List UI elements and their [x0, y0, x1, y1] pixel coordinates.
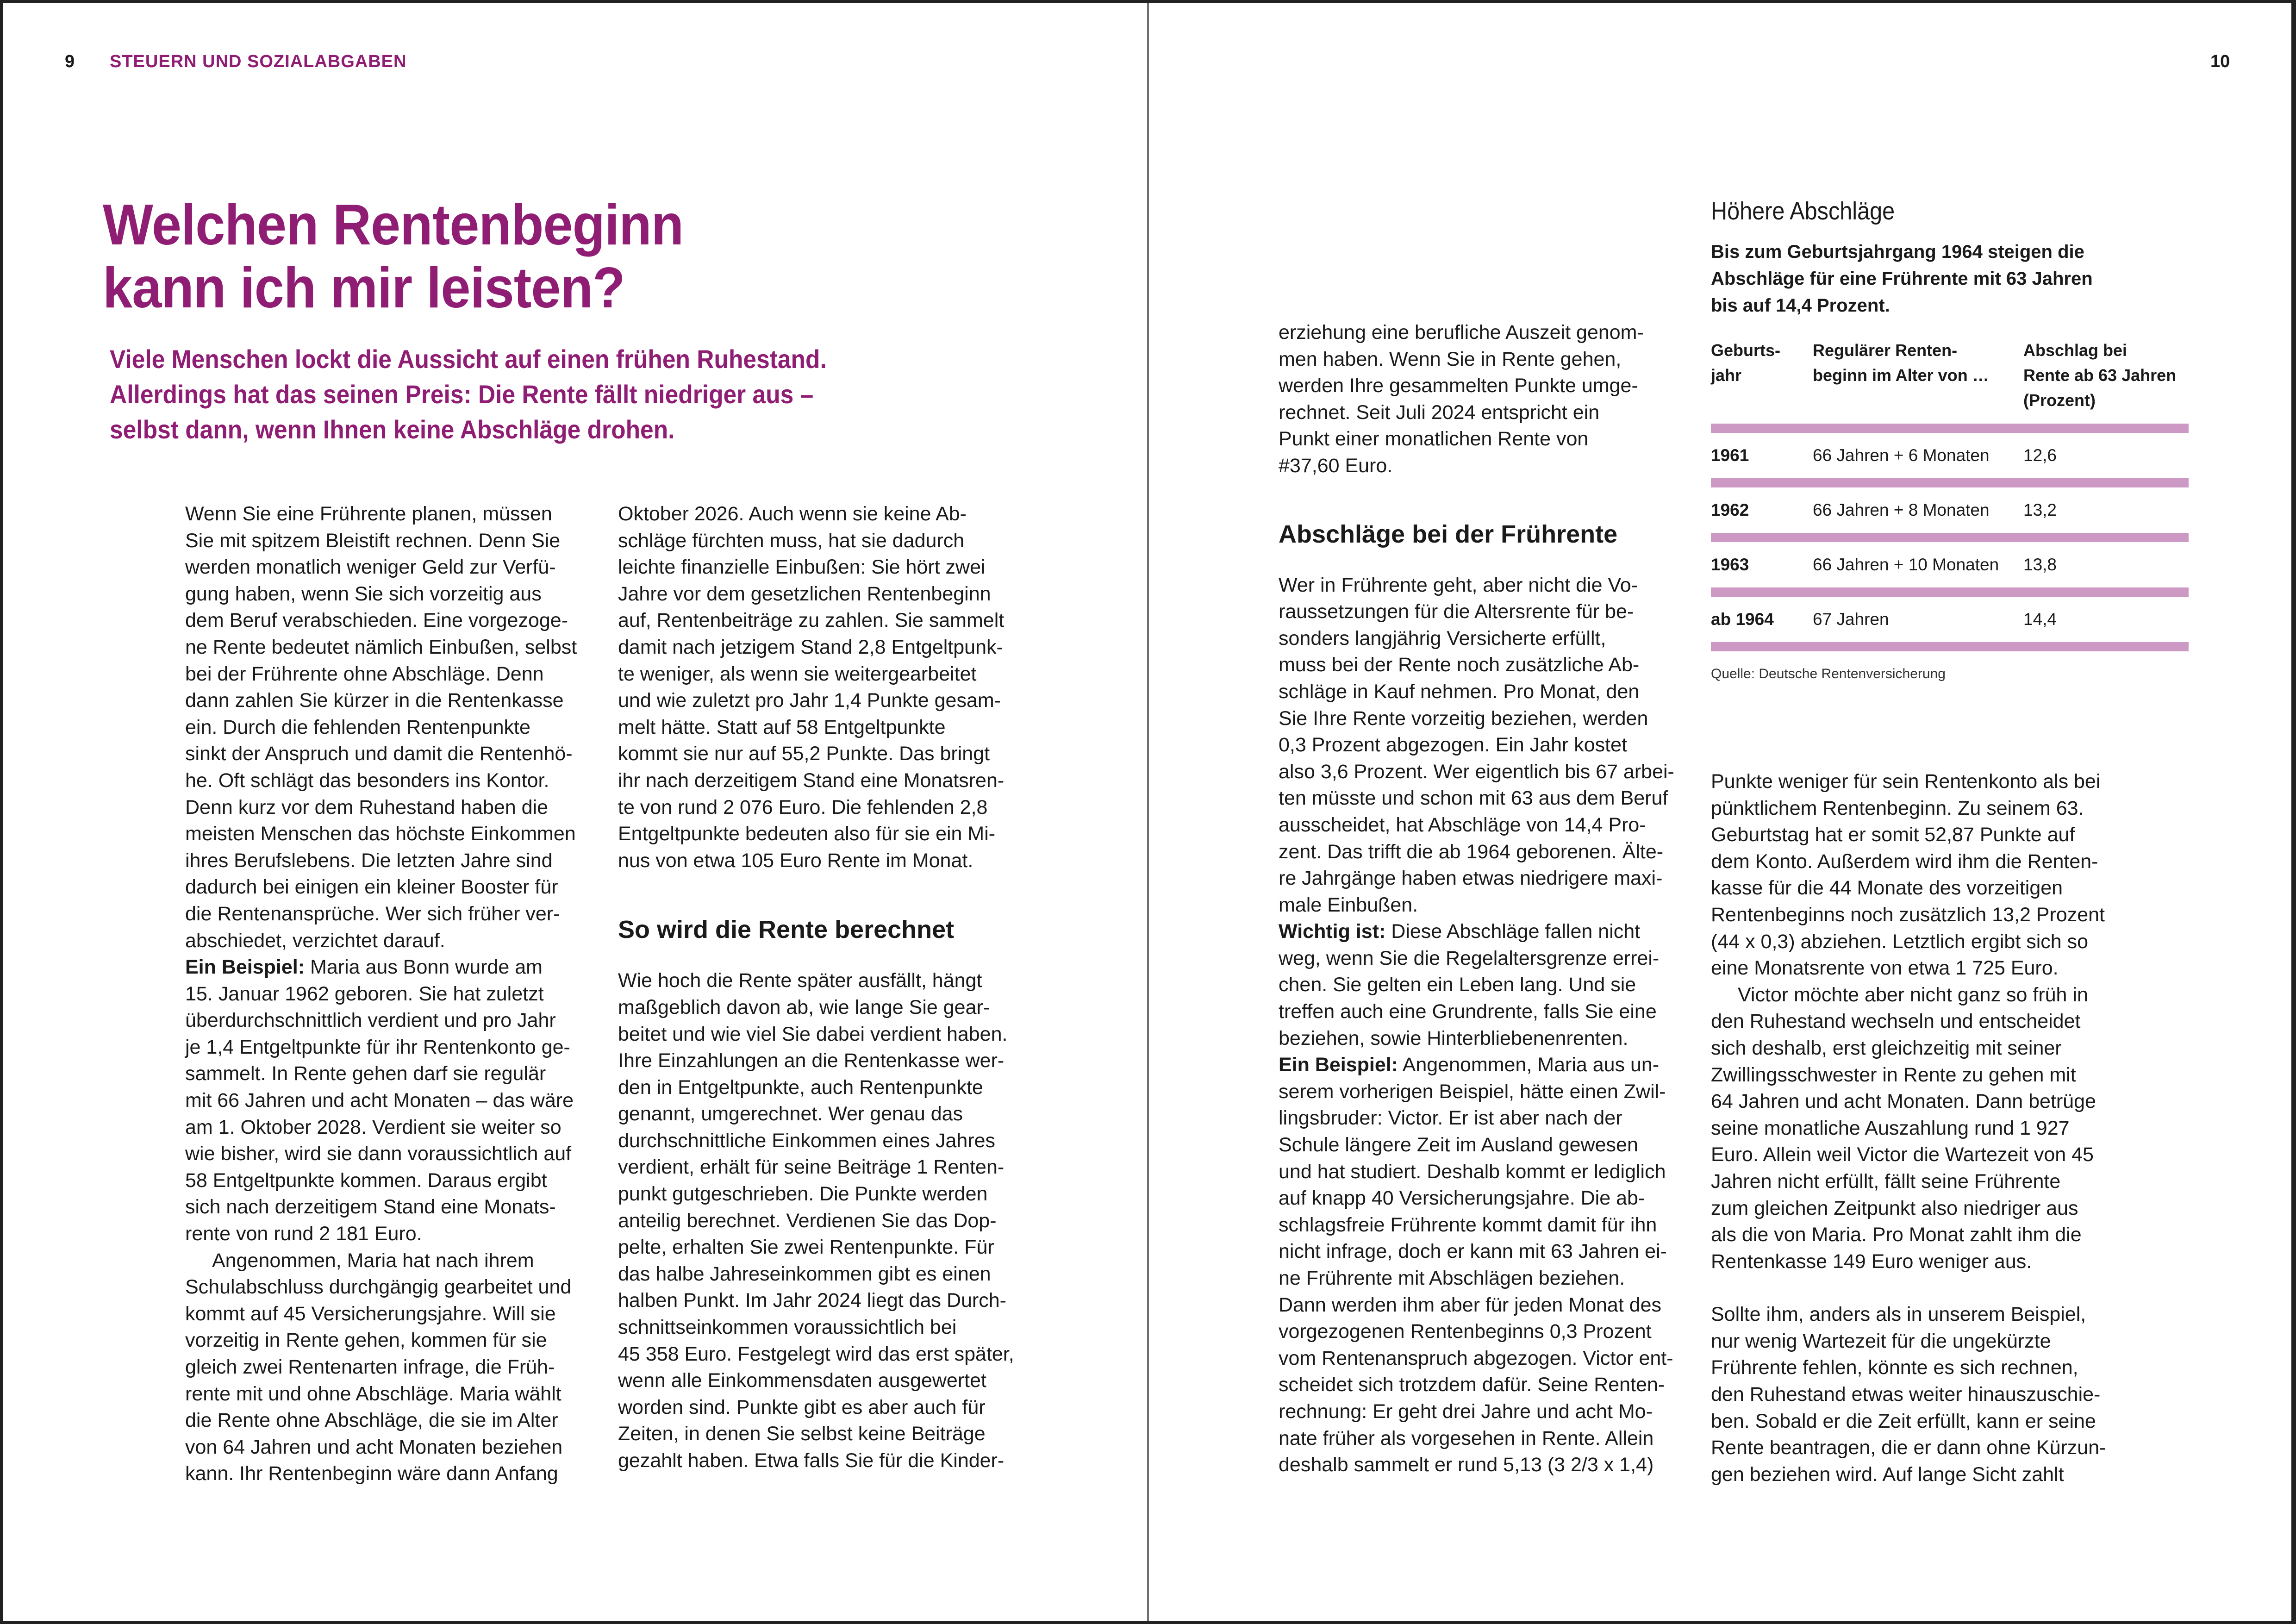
- text-line: 0,3 Prozent abgezogen. Ein Jahr kostet: [1279, 734, 1627, 756]
- header-regular-start: Regulärer Renten- beginn im Alter von …: [1813, 341, 1989, 385]
- table-row: 1961 66 Jahren + 6 Monaten 12,6: [1711, 446, 2057, 465]
- table-divider: [1711, 642, 2189, 651]
- text-line: durchschnittliche Einkommen eines Jahres: [618, 1129, 996, 1152]
- important-paragraph-label: Wichtig ist:: [1279, 920, 1386, 943]
- text-line: worden sind. Punkte gibt es aber auch für: [618, 1396, 986, 1418]
- infobox-intro: [1711, 238, 2220, 319]
- text-line: Victor möchte aber nicht ganz so früh in: [1738, 983, 2088, 1006]
- text-line: 64 Jahren und acht Monaten. Dann betrüge: [1711, 1090, 2096, 1113]
- text-line: das halbe Jahreseinkommen gibt es einen: [618, 1262, 991, 1285]
- text-line: Jahren nicht erfüllt, fällt seine Frührente: [1711, 1170, 2061, 1193]
- text-line: werden Ihre gesammelten Punkte umge-: [1279, 375, 1638, 397]
- text-line: deshalb sammelt er rund 5,13 (3 2/3 x 1,4): [1279, 1454, 1654, 1476]
- text-line: he. Oft schlägt das besonders ins Kontor.: [185, 769, 549, 792]
- text-line: pünktlichem Rentenbeginn. Zu seinem 63.: [1711, 797, 2084, 819]
- text-line: dann zahlen Sie kürzer in die Rentenkasse: [185, 689, 564, 712]
- text-line: verdient, erhält für seine Beiträge 1 Renten-: [618, 1156, 1004, 1179]
- text-line: Schulabschluss durchgängig gearbeitet und: [185, 1276, 572, 1299]
- section-heading: So wird die Rente berechnet: [618, 916, 955, 944]
- text-line: 15. Januar 1962 geboren. Sie hat zuletzt: [185, 982, 544, 1005]
- example-paragraph-label: Ein Beispiel:: [185, 956, 305, 979]
- text-line: Wenn Sie eine Frührente planen, müssen: [185, 503, 552, 525]
- text-line: genannt, umgerechnet. Wer genau das: [618, 1103, 963, 1125]
- lede-line: Viele Menschen lockt die Aussicht auf einen frühen Ruhestand.: [110, 344, 827, 374]
- text-line: damit nach jetzigem Stand 2,8 Entgeltpunk-: [618, 636, 1003, 658]
- text-line: Denn kurz vor dem Ruhestand haben die: [185, 796, 549, 818]
- text-line: Punkt einer monatlichen Rente von: [1279, 428, 1589, 450]
- text-line: nate früher als vorgesehen in Rente. Allein: [1279, 1427, 1654, 1449]
- text-line: Zeiten, in denen Sie selbst keine Beiträge: [618, 1423, 986, 1445]
- text-line: dem Beruf verabschieden. Eine vorgezoge-: [185, 609, 568, 632]
- text-line: wie bisher, wird sie dann voraussichtlich auf: [185, 1143, 572, 1165]
- text-line: vorgezogenen Rentenbeginns 0,3 Prozent: [1279, 1320, 1652, 1343]
- text-line: bei der Frührente ohne Abschläge. Denn: [185, 662, 544, 685]
- text-line: rente mit und ohne Abschläge. Maria wählt: [185, 1382, 562, 1405]
- text-line: Sie Ihre Rente vorzeitig beziehen, werden: [1279, 707, 1648, 730]
- section-heading: Abschläge bei der Frührente: [1279, 520, 1618, 548]
- text-line: muss bei der Rente noch zusätzliche Ab-: [1279, 654, 1640, 676]
- text-line: als die von Maria. Pro Monat zahlt ihm die: [1711, 1224, 2082, 1246]
- text-line: sich nach derzeitigem Stand eine Monats-: [185, 1196, 556, 1218]
- text-line: maßgeblich davon ab, wie lange Sie gear-: [618, 996, 990, 1018]
- text-line: werden monatlich weniger Geld zur Verfü-: [185, 556, 556, 579]
- text-line: auf knapp 40 Versicherungsjahre. Die ab-: [1279, 1187, 1645, 1210]
- text-line: Dann werden ihm aber für jeden Monat des: [1279, 1293, 1662, 1316]
- page-spine-divider: [1147, 0, 1149, 1624]
- text-line: vorzeitig in Rente gehen, kommen für sie: [185, 1329, 547, 1352]
- page-number-right: 10: [2210, 52, 2230, 71]
- text-line: zum gleichen Zeitpunkt also niedriger aus: [1711, 1197, 2078, 1219]
- text-line: punkt gutgeschrieben. Die Punkte werden: [618, 1183, 988, 1206]
- example-paragraph: Ein Beispiel: Maria aus Bonn wurde am: [185, 956, 543, 979]
- text-line: gleich zwei Rentenarten infrage, die Früh-: [185, 1356, 555, 1378]
- text-line: ne Rente bedeutet nämlich Einbußen, selbst: [185, 636, 577, 658]
- text-line: die Rente ohne Abschläge, die sie im Alter: [185, 1409, 558, 1432]
- text-column-1: [185, 501, 593, 1487]
- text-line: Rentenkasse 149 Euro weniger aus.: [1711, 1250, 2032, 1273]
- lede-line: Allerdings hat das seinen Preis: Die Rente fällt niedriger aus –: [110, 380, 814, 409]
- text-line: 45 358 Euro. Festgelegt wird das erst später,: [618, 1343, 1014, 1365]
- text-line: erziehung eine berufliche Auszeit genom-: [1279, 321, 1644, 344]
- text-line: schnittseinkommen voraussichtlich bei: [618, 1316, 957, 1339]
- text-line: zent. Das trifft die ab 1964 geborenen. Älte-: [1279, 840, 1664, 863]
- text-line: eine Monatsrente von etwa 1 725 Euro.: [1711, 957, 2059, 980]
- text-line: ausscheidet, hat Abschläge von 14,4 Pro-: [1279, 813, 1646, 836]
- text-line: die Rentenansprüche. Wer sich früher ver-: [185, 902, 560, 925]
- text-line: Euro. Allein weil Victor die Wartezeit von 45: [1711, 1143, 2094, 1166]
- text-line: nicht infrage, doch er kann mit 63 Jahren ei-: [1279, 1240, 1667, 1263]
- text-line: gung haben, wenn Sie sich vorzeitig aus: [185, 582, 542, 605]
- text-line: re Jahrgänge haben etwas niedrigere maxi-: [1279, 867, 1663, 890]
- text-line: te von rund 2 076 Euro. Die fehlenden 2,8: [618, 796, 988, 818]
- text-line: beziehen, sowie Hinterbliebenenrenten.: [1279, 1027, 1628, 1049]
- table-row: 1962 66 Jahren + 8 Monaten 13,2: [1711, 500, 2057, 519]
- text-line: Jahre vor dem gesetzlichen Rentenbeginn: [618, 582, 991, 605]
- text-line: Rente beantragen, die er dann ohne Kürzun-: [1711, 1437, 2106, 1459]
- text-line: leichte finanzielle Einbußen: Sie hört zwei: [618, 556, 986, 579]
- infobox-title: Höhere Abschläge: [1711, 197, 1895, 225]
- text-line: Rentenbeginns noch zusätzlich 13,2 Prozent: [1711, 903, 2105, 926]
- table-row: ab 1964 67 Jahren 14,4: [1711, 610, 2057, 629]
- text-line: Wie hoch die Rente später ausfällt, hängt: [618, 969, 982, 992]
- text-line: kommt auf 45 Versicherungsjahre. Will sie: [185, 1302, 556, 1325]
- text-line: #37,60 Euro.: [1279, 454, 1393, 477]
- text-line: beitet und wie viel Sie dabei verdient haben.: [618, 1023, 1008, 1045]
- text-line: schlagsfreie Frührente kommt damit für ihn: [1279, 1213, 1657, 1236]
- text-line: Sie mit spitzem Bleistift rechnen. Denn Sie: [185, 529, 561, 552]
- header-birth-year: Geburts- jahr: [1711, 341, 1781, 385]
- text-line: dadurch bei einigen ein kleiner Booster für: [185, 876, 558, 899]
- intro-line: bis auf 14,4 Prozent.: [1711, 295, 1890, 316]
- example-paragraph-label: Ein Beispiel:: [1279, 1054, 1398, 1076]
- text-line: den Ruhestand etwas weiter hinauszuschie-: [1711, 1383, 2101, 1406]
- lede-line: selbst dann, wenn Ihnen keine Abschläge drohen.: [110, 415, 675, 444]
- table-row: 1963 66 Jahren + 10 Monaten 13,8: [1711, 555, 2057, 574]
- example-paragraph: Ein Beispiel: Angenommen, Maria aus un-: [1279, 1054, 1660, 1076]
- page-number-left: 9: [65, 52, 75, 71]
- important-paragraph: Wichtig ist: Diese Abschläge fallen nicht: [1279, 920, 1641, 943]
- table-divider: [1711, 478, 2189, 487]
- title-line: kann ich mir leisten?: [103, 256, 625, 320]
- text-line: (44 x 0,3) abziehen. Letztlich ergibt sich so: [1711, 930, 2089, 953]
- running-head: STEUERN UND SOZIALABGABEN: [110, 52, 407, 71]
- text-line: dem Konto. Außerdem wird ihm die Renten-: [1711, 850, 2098, 873]
- text-line: treffen auch eine Grundrente, falls Sie eine: [1279, 1000, 1657, 1023]
- text-line: rente von rund 2 181 Euro.: [185, 1223, 422, 1245]
- text-line: Oktober 2026. Auch wenn sie keine Ab-: [618, 503, 967, 525]
- text-line: gen beziehen wird. Auf lange Sicht zahlt: [1711, 1463, 2064, 1486]
- discount-table: [1711, 338, 2189, 682]
- text-line: nus von etwa 105 Euro Rente im Monat.: [618, 849, 973, 872]
- text-line: den in Entgeltpunkte, auch Rentenpunkte: [618, 1076, 983, 1099]
- text-line: mit 66 Jahren und acht Monaten – das wäre: [185, 1089, 574, 1112]
- text-line: Sollte ihm, anders als in unserem Beispiel,: [1711, 1303, 2086, 1326]
- text-line: chen. Sie gelten ein Leben lang. Und sie: [1279, 974, 1636, 996]
- table-divider: [1711, 533, 2189, 542]
- text-line: vom Rentenanspruch abgezogen. Victor ent-: [1279, 1347, 1673, 1369]
- text-line: ihres Berufslebens. Die letzten Jahre sind: [185, 849, 553, 872]
- text-line: Punkte weniger für sein Rentenkonto als bei: [1711, 770, 2101, 793]
- title-line: Welchen Rentenbeginn: [103, 193, 684, 257]
- text-line: anteilig berechnet. Verdienen Sie das Dop-: [618, 1209, 997, 1232]
- text-line: sinkt der Anspruch und damit die Rentenhö-: [185, 743, 573, 765]
- text-column-4: [1711, 768, 2197, 1488]
- text-line: lingsbruder: Victor. Er ist aber nach der: [1279, 1107, 1622, 1130]
- text-line: schläge in Kauf nehmen. Pro Monat, den: [1279, 680, 1640, 703]
- text-line: auf, Rentenbeiträge zu zahlen. Sie sammelt: [618, 609, 1004, 632]
- text-line: men haben. Wenn Sie in Rente gehen,: [1279, 348, 1622, 370]
- text-line: kommt sie nur auf 55,2 Punkte. Das bringt: [618, 743, 990, 765]
- text-line: Wer in Frührente geht, aber nicht die Vo-: [1279, 574, 1638, 596]
- text-line: rechnet. Seit Juli 2024 entspricht ein: [1279, 401, 1600, 424]
- text-line: kann. Ihr Rentenbeginn wäre dann Anfang: [185, 1462, 558, 1485]
- text-line: und hat studiert. Deshalb kommt er lediglich: [1279, 1160, 1666, 1183]
- text-line: scheidet sich trotzdem dafür. Seine Renten-: [1279, 1374, 1665, 1396]
- text-line: meisten Menschen das höchste Einkommen: [185, 823, 576, 845]
- text-line: ein. Durch die fehlenden Rentenpunkte: [185, 716, 530, 738]
- text-line: male Einbußen.: [1279, 893, 1418, 916]
- text-line: sich deshalb, erst gleichzeitig mit seiner: [1711, 1037, 2062, 1059]
- text-line: schläge fürchten muss, hat sie dadurch: [618, 529, 965, 552]
- text-line: Zwillingsschwester in Rente zu gehen mit: [1711, 1063, 2076, 1086]
- text-line: raussetzungen für die Altersrente für be-: [1279, 600, 1634, 623]
- text-line: Frührente fehlen, könnte es sich rechnen,: [1711, 1356, 2078, 1379]
- text-line: 58 Entgeltpunkte kommen. Daraus ergibt: [185, 1169, 547, 1192]
- table-header: [1711, 338, 2189, 424]
- text-line: wenn alle Einkommensdaten ausgewertet: [618, 1369, 986, 1392]
- text-line: seine monatliche Auszahlung rund 1 927: [1711, 1117, 2070, 1139]
- intro-line: Abschläge für eine Frührente mit 63 Jahren: [1711, 269, 2093, 289]
- text-line: je 1,4 Entgeltpunkte für ihr Rentenkonto ge-: [185, 1036, 570, 1058]
- text-line: ten müsste und schon mit 63 aus dem Beruf: [1279, 787, 1668, 810]
- text-line: rechnung: Er geht drei Jahre und acht Mo-: [1279, 1400, 1653, 1423]
- text-column-3: [1279, 319, 1686, 1479]
- table-divider: [1711, 424, 2189, 433]
- text-line: den Ruhestand wechseln und entscheidet: [1711, 1010, 2081, 1033]
- lede: [110, 342, 919, 447]
- text-line: gezahlt haben. Etwa falls Sie für die Kinder-: [618, 1449, 1004, 1472]
- text-line: Angenommen, Maria hat nach ihrem: [212, 1249, 534, 1272]
- text-line: halben Punkt. Im Jahr 2024 liegt das Durch-: [618, 1289, 1006, 1312]
- intro-line: Bis zum Geburtsjahrgang 1964 steigen die: [1711, 242, 2084, 262]
- page-title: [103, 194, 921, 319]
- text-line: abschiedet, verzichtet darauf.: [185, 929, 445, 952]
- text-line: sonders langjährig Versicherte erfüllt,: [1279, 627, 1606, 650]
- text-line: Entgeltpunkte bedeuten also für sie ein Mi-: [618, 823, 996, 845]
- text-line: ne Frührente mit Abschlägen beziehen.: [1279, 1267, 1625, 1289]
- text-line: weg, wenn Sie die Regelaltersgrenze errei-: [1279, 947, 1660, 969]
- table-source: Quelle: Deutsche Rentenversicherung: [1711, 666, 1946, 681]
- table-divider: [1711, 587, 2189, 597]
- text-line: sammelt. In Rente gehen darf sie regulär: [185, 1062, 546, 1085]
- text-line: melt hätte. Statt auf 58 Entgeltpunkte: [618, 716, 946, 738]
- text-line: ihr nach derzeitigem Stand eine Monatsren-: [618, 769, 1004, 792]
- text-line: Schule längere Zeit im Ausland gewesen: [1279, 1134, 1638, 1156]
- text-line: also 3,6 Prozent. Wer eigentlich bis 67 arbei-: [1279, 760, 1674, 783]
- text-line: Ihre Einzahlungen an die Rentenkasse wer-: [618, 1049, 1004, 1072]
- text-line: kasse für die 44 Monate des vorzeitigen: [1711, 877, 2063, 899]
- text-line: pelte, erhalten Sie zwei Rentenpunkte. Für: [618, 1236, 994, 1259]
- text-line: te weniger, als wenn sie weitergearbeitet: [618, 662, 977, 685]
- text-column-2: [618, 501, 1025, 1474]
- text-line: von 64 Jahren und acht Monaten beziehen: [185, 1436, 563, 1458]
- text-line: am 1. Oktober 2028. Verdient sie weiter so: [185, 1116, 562, 1138]
- text-line: nur wenig Wartezeit für die ungekürzte: [1711, 1330, 2051, 1352]
- header-discount: Abschlag bei Rente ab 63 Jahren (Prozent): [2023, 341, 2177, 410]
- text-line: überdurchschnittlich verdient und pro Jahr: [185, 1009, 556, 1032]
- text-line: serem vorherigen Beispiel, hätte einen Zwil-: [1279, 1080, 1666, 1103]
- text-line: und wie zuletzt pro Jahr 1,4 Punkte gesam-: [618, 689, 1001, 712]
- text-line: Geburtstag hat er somit 52,87 Punkte auf: [1711, 824, 2075, 846]
- text-line: ben. Sobald er die Zeit erfüllt, kann er seine: [1711, 1410, 2096, 1432]
